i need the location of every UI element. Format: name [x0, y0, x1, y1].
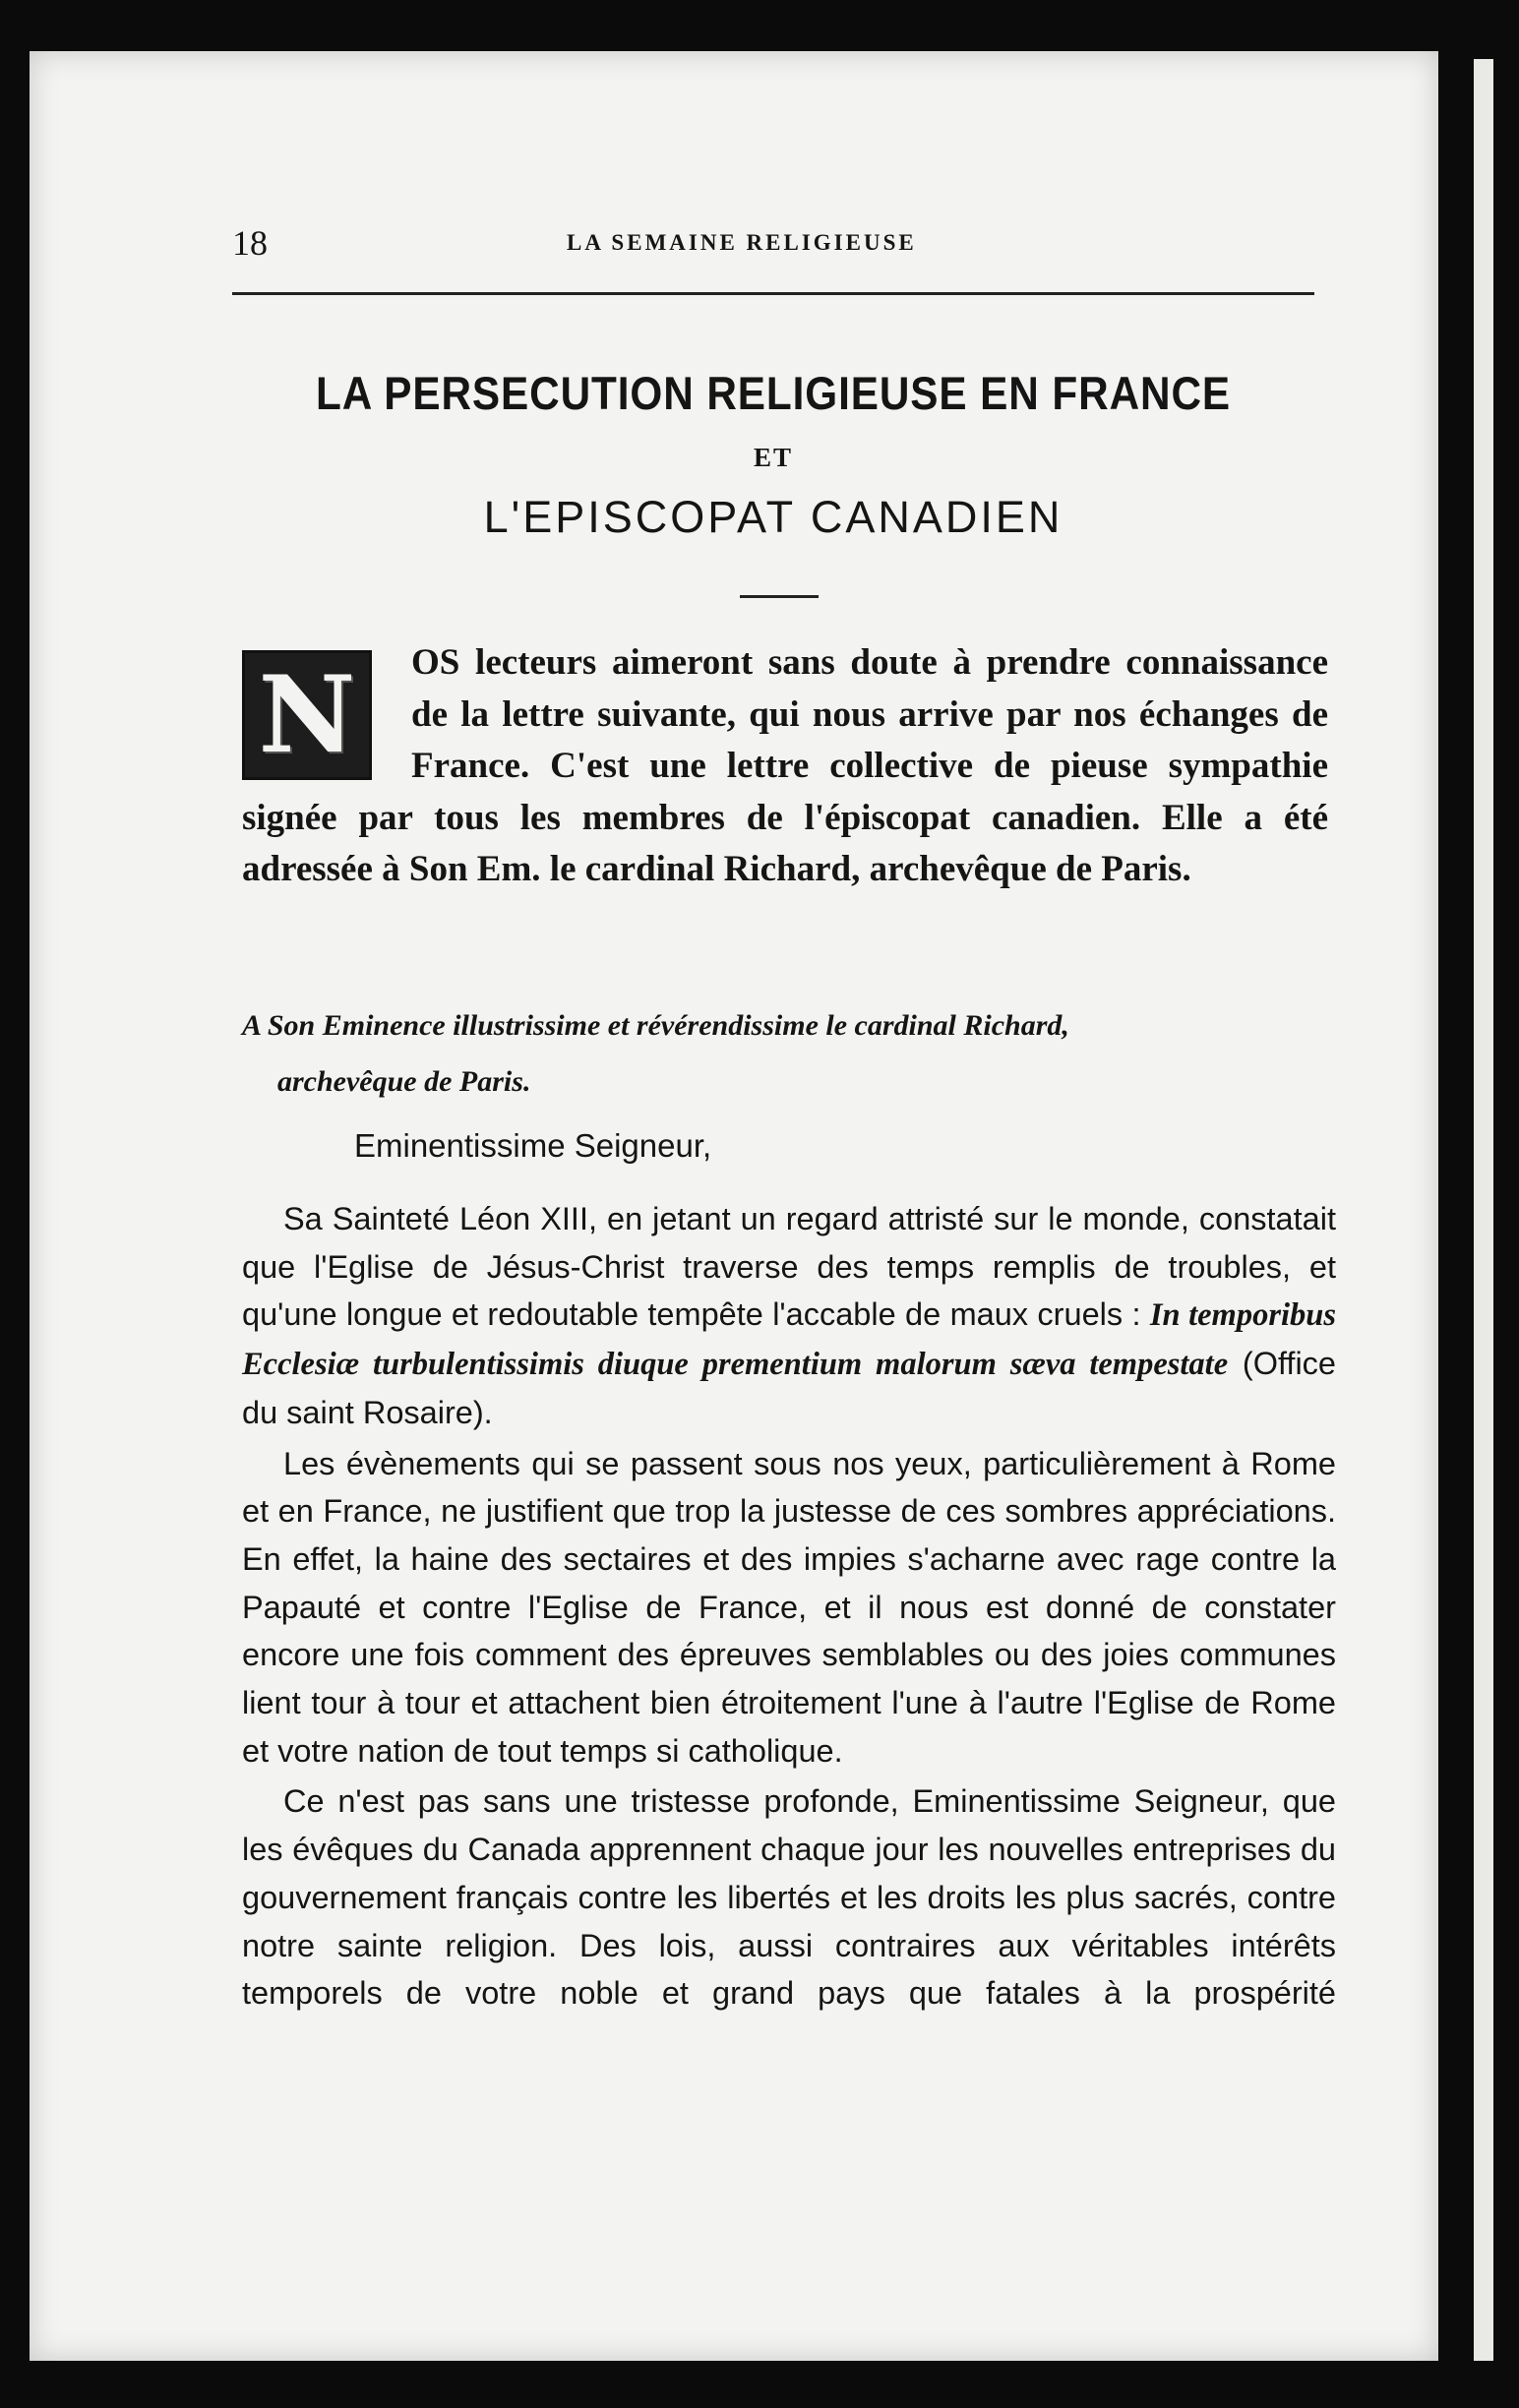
title-rule: [740, 595, 819, 598]
letter-salutation: Eminentissime Seigneur,: [354, 1127, 712, 1164]
intro-text: OS lecteurs aimeront sans doute à prendre connaissance de la lettre suivante, qui nous arrive par nos échanges de France. C'est une lettre collective de pieuse sympathie signée par tous les membres de l'épiscopat canadien. Elle a été adressée à Son Em. le cardinal Richard, archevêque de Paris.: [242, 642, 1328, 889]
page-number: 18: [232, 223, 268, 263]
running-head: LA SEMAINE RELIGIEUSE: [567, 230, 917, 255]
paragraph-text: Sa Sainteté Léon XIII, en jetant un regard attristé sur le monde, constatait que l'Eglise de Jésus-Christ traverse des temps remplis de troubles, et qu'une longue et redoutable tempête l'accable de maux cruels :: [242, 1201, 1336, 1333]
letter-paragraph-3: Ce n'est pas sans une tristesse profonde, Eminentissime Seigneur, que les évêques du Canada apprennent chaque jour les nouvelles entreprises du gouvernement français contre les libertés et les droits les plus sacrés, contre notre sainte religion. Des lois, aussi contraires aux véritables intérêts temporels de votre noble et grand pays que fatales à la prospérité: [242, 1783, 1336, 2012]
letter-address: [242, 997, 1328, 1110]
address-line-2: archevêque de Paris.: [277, 1065, 531, 1098]
article-subtitle: L'EPISCOPAT CANADIEN: [483, 492, 1063, 542]
letter-body: [242, 1195, 1336, 2017]
page-header: [232, 222, 1314, 271]
letter-paragraph-1: [242, 1195, 1336, 1437]
header-rule: [232, 292, 1314, 295]
article-title: LA PERSECUTION RELIGIEUSE EN FRANCE: [315, 367, 1232, 419]
address-line-1: A Son Eminence illustrissime et révérendissime le cardinal Richard,: [242, 1009, 1069, 1042]
latin-quotation: In temporibus Ecclesiæ turbulentissimis diuque prementium malorum sæva tempestate: [242, 1297, 1336, 1383]
letter-paragraph-2: Les évènements qui se passent sous nos yeux, particulièrement à Rome et en France, ne justifient que trop la justesse de ces sombres appréciations. En effet, la haine des sectaires et des impies s'acharne avec rage contre la Papauté et contre l'Eglise de France, et il nous est donné de constater encore une fois comment des épreuves semblables ou des joies communes lient tour à tour et attachent bien étroitement l'une à l'autre l'Eglise de Rome et votre nation de tout temps si catholique.: [242, 1445, 1336, 1769]
next-page-edge: [1474, 59, 1493, 2361]
ornamental-drop-cap: [242, 650, 372, 780]
intro-paragraph: [242, 637, 1328, 896]
paragraph-text: (Office du saint Rosaire).: [242, 1346, 1337, 1430]
title-connector: ET: [753, 443, 794, 472]
drop-cap-letter: N: [258, 653, 356, 777]
